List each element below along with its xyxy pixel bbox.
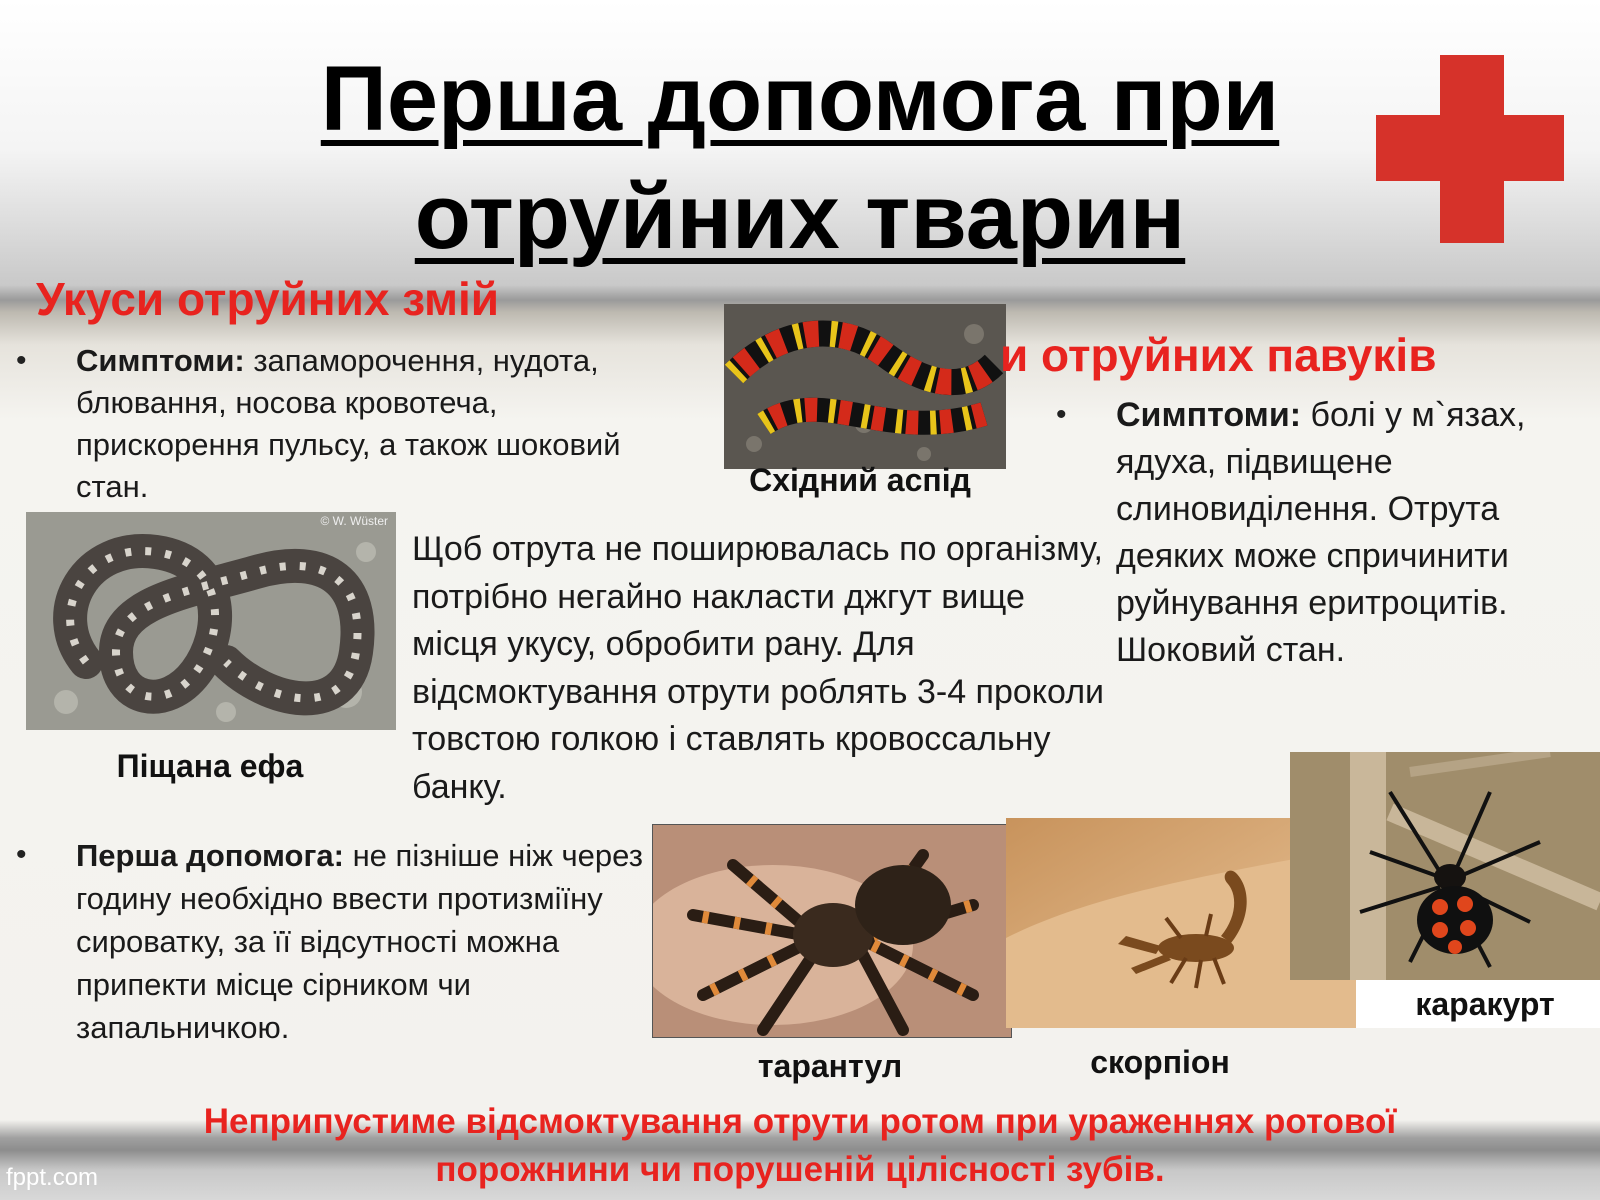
bullet-icon: • (16, 838, 27, 871)
spider-bites-heading: и отруйних павуків (1000, 329, 1437, 381)
first-aid-text: не пізніше ніж через годину необхідно ввести протизміїну сироватку, за її відсутності можна припекти місце сірником чи запальничкою. (76, 838, 643, 1045)
fppt-watermark: fppt.com (6, 1164, 99, 1191)
photo-credit: © W. Wüster (320, 514, 388, 528)
sand-efa-photo (26, 512, 396, 730)
eastern-aspid-caption: Східний аспід (749, 462, 971, 498)
slide-title (250, 40, 1350, 276)
eastern-aspid-photo (724, 304, 1006, 469)
spider-symptoms-text: болі у м`язах, ядуха, підвищене слиновиділення. Отрута деяких може спричинити руйнування еритроцитів. Шоковий стан. (1116, 396, 1526, 669)
karakurt-photo (1290, 752, 1600, 980)
title-line-2: отруйних тварин (414, 166, 1186, 268)
karakurt-caption: каракурт (1415, 986, 1555, 1022)
title-line-1: Перша допомога при (320, 48, 1280, 150)
spider-symptoms (1116, 392, 1586, 674)
sand-efa-caption: Піщана ефа (116, 748, 304, 784)
tarantula-caption: тарантул (757, 1048, 903, 1084)
red-cross-icon (1376, 55, 1564, 243)
center-instructions: Щоб отрута не поширювалась по організму, потрібно негайно накласти джгут вище місця укусу, обробити рану. Для відсмоктування отрути роблять 3-4 проколи товстою голкою і ставлять кровоссальну банку. (412, 530, 1105, 806)
scorpion-caption: скорпіон (1090, 1044, 1230, 1080)
tarantula-photo (652, 824, 1012, 1038)
first-aid-label: Перша допомога: (76, 838, 344, 873)
snake-symptoms (76, 340, 636, 508)
karakurt-illustration (1290, 752, 1600, 980)
warning-text: Неприпустиме відсмоктування отрути ротом при ураженнях ротової порожнини чи порушеній цілісності зубів. (203, 1102, 1397, 1189)
bullet-icon: • (16, 344, 27, 377)
spider-symptoms-label: Симптоми: (1116, 396, 1302, 434)
snake-bites-heading: Укуси отруйних змій (36, 273, 500, 325)
snake-symptoms-label: Симптоми: (76, 343, 245, 378)
viper-illustration (26, 512, 396, 730)
bullet-icon: • (1056, 398, 1067, 431)
snake-first-aid (76, 834, 646, 1049)
tarantula-illustration (653, 825, 1011, 1037)
snake-illustration (724, 304, 1006, 469)
snake-symptoms-text: запаморочення, нудота, блювання, носова кровотеча, прискорення пульсу, а також шоковий стан. (76, 343, 621, 504)
